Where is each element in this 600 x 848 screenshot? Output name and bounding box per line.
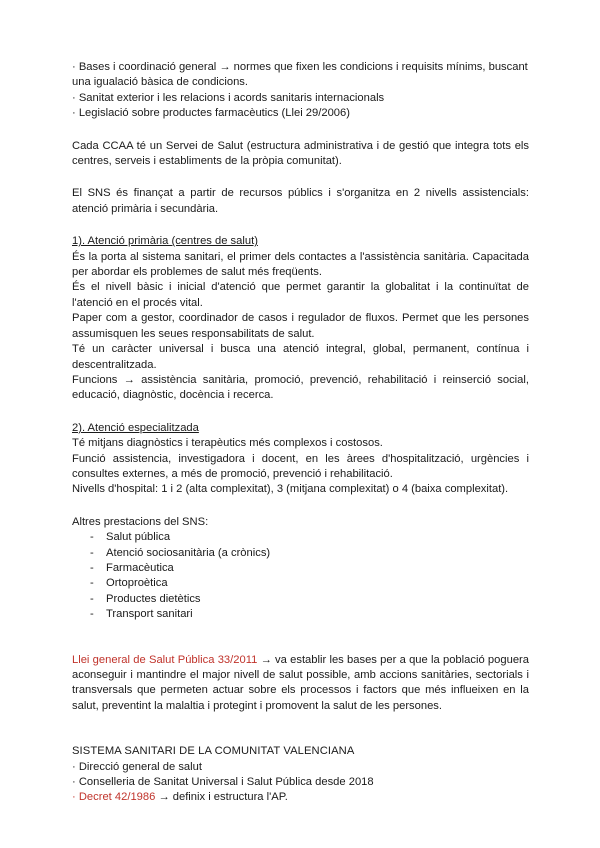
primary-care-section <box>72 234 529 403</box>
dash-marker: - <box>90 577 94 590</box>
ccaa-paragraph: Cada CCAA té un Servei de Salut (estructura administrativa i de gestió que integra tots els centres, serveis i establiments de la pròpia comunitat). <box>72 139 529 168</box>
valencian-decree-line <box>72 790 529 805</box>
list-item-label: Ortoproètica <box>106 577 168 590</box>
public-health-law-text: → va establir les bases per a que la població poguera aconseguir i mantindre el major nivell de salut possible, amb accions sanitàries, sectorials i transversals que permeten actuar sobre els processos i factors que més influeixen en la salut, preventint la malaltia i protegint i promovent la salut de les persones. <box>72 653 529 712</box>
primary-care-line-2: És el nivell bàsic i inicial d'atenció que permet garantir la globalitat i la continuïtat de l'atenció en el procés vital. <box>72 281 529 309</box>
primary-care-heading: 1). Atenció primària (centres de salut) <box>72 235 258 248</box>
public-health-law-name: Llei general de Salut Pública 33/2011 <box>72 653 258 666</box>
decree-text: → definix i estructura l'AP. <box>155 791 288 804</box>
list-item <box>72 592 529 607</box>
list-item <box>72 546 529 561</box>
dash-marker: - <box>90 546 94 559</box>
other-services-section <box>72 515 529 623</box>
valencian-system-section <box>72 744 529 806</box>
list-item-label: Transport sanitari <box>106 608 193 621</box>
primary-care-line-4: Té un caràcter universal i busca una atenció integral, global, permanent, contínua i descentralitzada. <box>72 343 529 371</box>
list-item <box>72 561 529 576</box>
list-item-label: Farmacèutica <box>106 561 174 574</box>
dash-marker: - <box>90 608 94 621</box>
primary-care-line-5: Funcions → assistència sanitària, promoció, prevenció, rehabilitació i reinserció social, educació, diagnòstic, docència i recerca. <box>72 373 529 402</box>
dash-marker: - <box>90 561 94 574</box>
other-services-list <box>72 530 529 622</box>
list-item-label: Atenció sociosanitària (a crònics) <box>106 546 271 559</box>
list-item-label: Productes dietètics <box>106 592 201 605</box>
sns-paragraph: El SNS és finançat a partir de recursos públics i s'organitza en 2 nivells assistencials: atenció primària i secundària. <box>72 187 529 215</box>
list-item-label: Salut pública <box>106 531 171 544</box>
decree-name: Decret 42/1986 <box>78 791 156 804</box>
document-page <box>72 60 529 806</box>
intro-bullet-1: · Bases i coordinació general → normes que fixen les condicions i requisits mínims, buscant una igualació bàsica de condicions. <box>72 61 528 89</box>
valencian-system-line-1: · Direcció general de salut <box>72 760 202 773</box>
decree-prefix: · <box>72 791 79 804</box>
primary-care-line-3: Paper com a gestor, coordinador de casos i regulador de fluxos. Permet que les persones assumisquen les seues responsabilitats de salut. <box>72 312 529 340</box>
list-item <box>72 530 529 545</box>
other-services-title: Altres prestacions del SNS: <box>72 515 209 528</box>
specialized-care-section <box>72 421 529 498</box>
dash-marker: - <box>90 592 94 605</box>
intro-bullet-3: · Legislació sobre productes farmacèutics (Llei 29/2006) <box>72 107 350 120</box>
specialized-care-line-1: Té mitjans diagnòstics i terapèutics més complexos i costosos. <box>72 437 383 450</box>
specialized-care-line-3: Nivells d'hospital: 1 i 2 (alta complexitat), 3 (mitjana complexitat) o 4 (baixa complexitat). <box>72 483 509 496</box>
valencian-system-title: SISTEMA SANITARI DE LA COMUNITAT VALENCIANA <box>72 745 355 758</box>
specialized-care-line-2: Funció assistencia, investigadora i docent, en les àrees d'hospitalització, urgències i consultes externes, a més de promoció, prevenció i rehabilitació. <box>72 452 529 480</box>
primary-care-line-1: És la porta al sistema sanitari, el primer dels contactes a l'assistència sanitària. Capacitada per abordar els problemes de salut més freqüents. <box>72 250 529 279</box>
intro-bullets <box>72 60 529 122</box>
dash-marker: - <box>90 531 94 544</box>
public-health-law-paragraph <box>72 653 529 715</box>
list-item <box>72 576 529 591</box>
list-item <box>72 607 529 622</box>
valencian-system-line-2: · Conselleria de Sanitat Universal i Salut Pública desde 2018 <box>72 776 374 789</box>
specialized-care-heading: 2). Atenció especialitzada <box>72 421 199 434</box>
intro-bullet-2: · Sanitat exterior i les relacions i acords sanitaris internacionals <box>72 91 385 104</box>
